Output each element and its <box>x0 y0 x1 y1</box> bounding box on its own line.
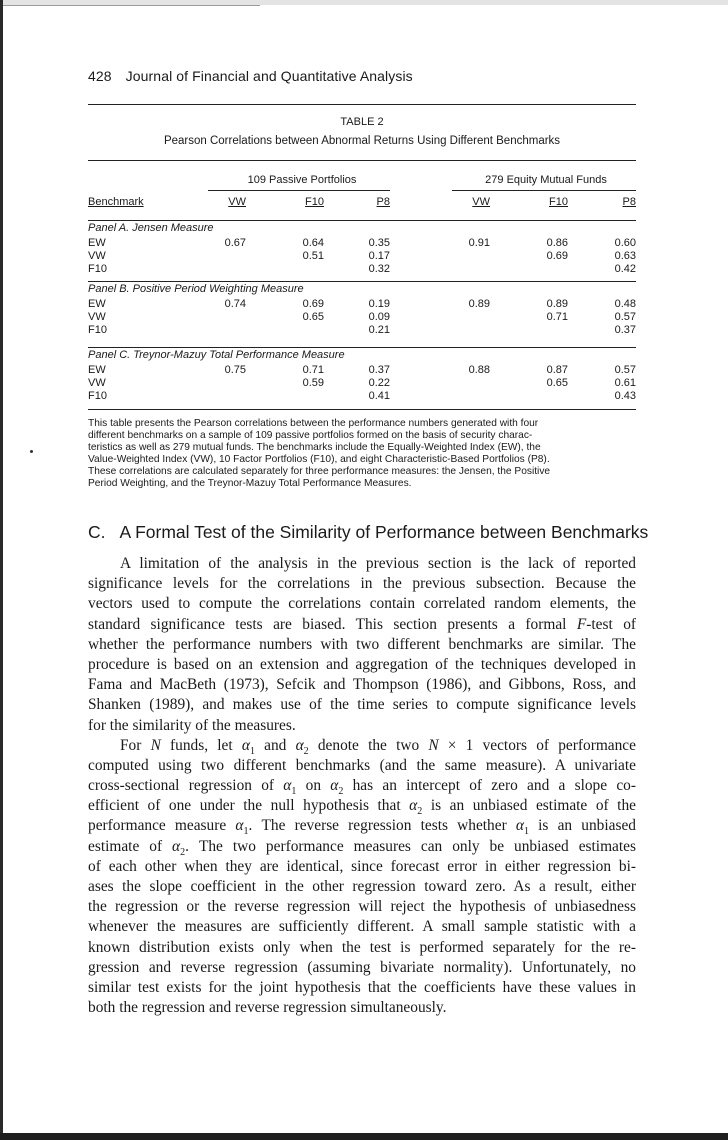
body-line: computed using two different benchmarks (and the same measure). A univariate <box>88 756 636 774</box>
table-cell: 0.59 <box>302 376 324 389</box>
table-cell: 0.65 <box>546 376 568 389</box>
section-label: C. <box>88 522 106 542</box>
row-benchmark-label: F10 <box>88 262 107 275</box>
body-line: for the similarity of the measures. <box>88 716 296 734</box>
table-cell: 0.86 <box>546 237 568 249</box>
table-cell: 0.64 <box>302 237 324 249</box>
table-cell: 0.48 <box>614 298 636 310</box>
running-head <box>88 68 413 84</box>
table-cell: 0.60 <box>614 237 636 249</box>
table-cell: 0.57 <box>614 310 636 323</box>
section-heading <box>88 522 648 543</box>
table-cell: 0.75 <box>224 364 246 376</box>
table-bottom-rule <box>88 409 636 410</box>
table-cell: 0.61 <box>614 376 636 389</box>
body-line: performance measure $\alpha_1$. The reverse regression tests whether $\alpha_1$ is an unbiased <box>88 817 636 838</box>
table-cell: 0.35 <box>368 237 390 249</box>
table-cell: 0.63 <box>614 249 636 262</box>
body-line: standard significance tests are biased. This section presents a formal F-test of <box>88 615 637 633</box>
table-note-line: Period Weighting, and the Treynor-Mazuy Total Performance Measures. <box>88 478 412 489</box>
group-rule-passive <box>208 190 390 191</box>
page-number: 428 <box>88 68 112 84</box>
body-line: Fama and MacBeth (1973), Sefcik and Thompson (1986), and Gibbons, Ross, and <box>88 676 636 694</box>
body-line: similar test exists for the joint hypothesis that the coefficients have these values in <box>88 978 636 996</box>
body-line: cross-sectional regression of $\alpha_1$ on $\alpha_2$ has an intercept of zero and a slope co- <box>88 777 636 798</box>
column-header-p8: P8 <box>622 196 636 208</box>
table-cell: 0.89 <box>546 298 568 310</box>
table-note-line: This table presents the Pearson correlations between the performance numbers generated with four <box>88 418 539 429</box>
row-benchmark-label: EW <box>88 237 106 249</box>
table-cell: 0.74 <box>224 298 246 310</box>
table-cell: 0.41 <box>368 389 390 402</box>
row-benchmark-label: VW <box>88 376 106 389</box>
body-line: efficient of one under the null hypothesis that $\alpha_2$ is an unbiased estimate of the <box>88 797 636 818</box>
table-cell: 0.09 <box>368 310 390 323</box>
column-header-f10: F10 <box>549 196 568 208</box>
body-line: whenever the measures are sufficiently different. A small sample statistic with a <box>88 918 636 936</box>
body-line: ases the slope coefficient in the other regression toward zero. As a result, either <box>88 878 636 895</box>
row-benchmark-label: F10 <box>88 389 107 402</box>
body-line: whether the performance numbers with two different benchmarks are similar. The <box>88 635 636 653</box>
row-benchmark-label: EW <box>88 364 106 376</box>
table-note-line: different benchmarks on a sample of 109 passive portfolios formed on the basis of security charac- <box>88 430 533 441</box>
table-note-line: These correlations are calculated separately for three performance measures: the Jensen, the Positive <box>88 466 551 477</box>
header-rule <box>88 104 636 105</box>
panel-rule <box>88 347 636 348</box>
table-cell: 0.32 <box>368 262 390 275</box>
body-line: significance levels for the correlations in the previous subsection. Because the <box>88 575 636 593</box>
table-top-rule <box>88 160 636 161</box>
group-rule-funds <box>452 190 636 191</box>
group-header-passive: 109 Passive Portfolios <box>247 174 357 186</box>
table-cell: 0.71 <box>546 310 568 323</box>
table-cell: 0.43 <box>614 389 636 402</box>
panel-title: Panel C. Treynor-Mazuy Total Performance Measure <box>88 349 345 361</box>
section-title: A Formal Test of the Similarity of Performance between Benchmarks <box>119 522 649 542</box>
body-line: both the regression and reverse regression simultaneously. <box>88 999 447 1017</box>
table-label: TABLE 2 <box>340 116 384 128</box>
body-line: gression and reverse regression (assuming bivariate normality). Unfortunately, no <box>88 958 636 976</box>
column-header-p8: P8 <box>376 196 390 208</box>
table-title: Pearson Correlations between Abnormal Returns Using Different Benchmarks <box>163 135 561 147</box>
body-line: Shanken (1989), and makes use of the time series to compute significance levels <box>88 696 636 714</box>
table-cell: 0.19 <box>368 298 390 310</box>
row-benchmark-label: F10 <box>88 323 107 336</box>
scan-top-line <box>0 5 260 6</box>
body-line: For N funds, let $\alpha_1$ and $\alpha_2$ denote the two N × 1 vectors of performance <box>120 736 636 757</box>
journal-title: Journal of Financial and Quantitative Analysis <box>125 68 413 84</box>
scan-speck <box>30 450 33 453</box>
panel-title: Panel A. Jensen Measure <box>88 222 214 234</box>
table-note-line: Value-Weighted Index (VW), 10 Factor Portfolios (F10), and eight Characteristic-Based Portfolios (P8). <box>88 454 550 465</box>
row-benchmark-label: VW <box>88 249 106 262</box>
body-line: known distribution exists only when the test is performed separately for the re- <box>88 938 636 956</box>
table-cell: 0.71 <box>302 364 324 376</box>
column-header-vw: VW <box>228 196 246 208</box>
table-cell: 0.42 <box>614 262 636 275</box>
table-cell: 0.88 <box>468 364 490 376</box>
table-cell: 0.89 <box>468 298 490 310</box>
table-note-line: teristics as well as 279 mutual funds. The benchmarks include the Equally-Weighted Index (EW), the <box>88 442 541 453</box>
table-cell: 0.91 <box>468 237 490 249</box>
body-line: estimate of $\alpha_2$. The two performance measures can only be unbiased estimates <box>88 837 636 858</box>
group-header-funds: 279 Equity Mutual Funds <box>485 174 607 186</box>
body-text <box>88 554 636 1018</box>
body-line: of each other when they are identical, since forecast error in either regression bi- <box>88 857 636 875</box>
row-benchmark-label: VW <box>88 310 106 323</box>
table-cell: 0.67 <box>224 237 246 249</box>
body-line: vectors used to compute the correlations contain correlated random elements, the <box>88 595 636 613</box>
body-line: procedure is based on an extension and aggregation of the techniques developed in <box>88 655 636 673</box>
column-header-benchmark: Benchmark <box>88 196 144 208</box>
panel-rule <box>88 220 636 221</box>
table-cell: 0.69 <box>302 298 324 310</box>
panel-rule <box>88 281 636 282</box>
column-header-f10: F10 <box>305 196 324 208</box>
table-cell: 0.22 <box>368 376 390 389</box>
table-cell: 0.21 <box>368 323 390 336</box>
table-cell: 0.87 <box>546 364 568 376</box>
table-cell: 0.69 <box>546 249 568 262</box>
scan-bottom-edge <box>0 1133 728 1140</box>
table-cell: 0.37 <box>614 323 636 336</box>
column-header-vw: VW <box>472 196 490 208</box>
table-cell: 0.51 <box>302 249 324 262</box>
table-cell: 0.37 <box>368 364 390 376</box>
body-line: A limitation of the analysis in the previous section is the lack of reported <box>120 555 636 572</box>
table-cell: 0.65 <box>302 310 324 323</box>
body-line: the regression or the reverse regression will reject the hypothesis of unbiasedness <box>88 898 636 916</box>
panel-title: Panel B. Positive Period Weighting Measure <box>88 283 304 295</box>
table-cell: 0.17 <box>368 249 390 262</box>
table-note <box>88 418 636 490</box>
row-benchmark-label: EW <box>88 298 106 310</box>
scan-left-edge <box>0 0 3 1140</box>
table-cell: 0.57 <box>614 364 636 376</box>
